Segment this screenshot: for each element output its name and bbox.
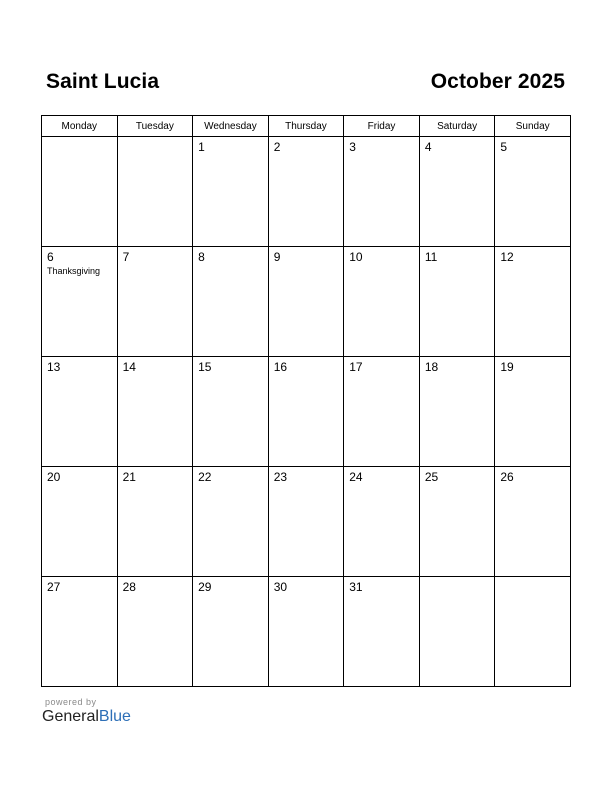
day-cell: [193, 247, 269, 357]
month-year-title: October 2025: [430, 70, 565, 93]
day-number: 2: [273, 140, 281, 154]
day-cell: [419, 467, 495, 577]
day-number: [118, 137, 193, 141]
day-cell: [42, 467, 118, 577]
day-number: 10: [349, 250, 363, 264]
day-number: 31: [349, 580, 363, 594]
day-cell: [193, 357, 269, 467]
brand-name-part2: Blue: [98, 708, 131, 725]
calendar-grid: [41, 115, 571, 687]
generalblue-logo[interactable]: [42, 708, 131, 726]
day-number: 24: [349, 470, 363, 484]
day-cell: [495, 577, 571, 687]
day-cell: [344, 577, 420, 687]
day-cell: [42, 577, 118, 687]
day-cell: [117, 577, 193, 687]
day-number: [42, 137, 117, 141]
day-cell: [117, 467, 193, 577]
day-cell: [419, 247, 495, 357]
day-number: 29: [198, 580, 212, 594]
weekday-header-sunday: Sunday: [495, 116, 571, 137]
day-number: 30: [273, 580, 288, 594]
day-number: 25: [424, 470, 439, 484]
day-number: 14: [122, 360, 136, 374]
day-number: 19: [500, 360, 514, 374]
day-cell: [42, 137, 118, 247]
day-number: 6: [47, 250, 54, 264]
weekday-header-friday: Friday: [344, 116, 420, 137]
day-cell: [419, 137, 495, 247]
day-cell: [193, 467, 269, 577]
day-number: 3: [349, 140, 356, 154]
week-row: [42, 357, 571, 467]
day-number: 11: [424, 250, 438, 264]
day-number: 26: [500, 470, 514, 484]
brand-name-part1: General: [42, 708, 99, 725]
day-cell: [344, 247, 420, 357]
day-number: 9: [273, 250, 281, 264]
day-cell: [268, 577, 344, 687]
day-number: 28: [122, 580, 136, 594]
day-cell: [193, 137, 269, 247]
day-number: 22: [198, 470, 212, 484]
day-number: 1: [198, 140, 205, 154]
day-number: 27: [47, 580, 61, 594]
day-cell: [344, 467, 420, 577]
day-number: 17: [349, 360, 363, 374]
day-cell: [344, 137, 420, 247]
day-cell: [117, 137, 193, 247]
day-number: 12: [500, 250, 514, 264]
day-number: [495, 577, 570, 581]
day-cell: [117, 357, 193, 467]
week-row: [42, 247, 571, 357]
day-cell: [268, 357, 344, 467]
day-cell: [419, 357, 495, 467]
day-cell: [495, 357, 571, 467]
week-row: [42, 577, 571, 687]
weekday-header-wednesday: Wednesday: [193, 116, 269, 137]
day-number: 20: [47, 470, 61, 484]
week-row: [42, 467, 571, 577]
week-row: [42, 137, 571, 247]
day-cell: [495, 247, 571, 357]
powered-by-label: powered by: [45, 697, 97, 707]
day-number: 21: [122, 470, 136, 484]
day-cell: [42, 247, 118, 357]
day-cell: [268, 137, 344, 247]
day-cell: [495, 467, 571, 577]
day-cell: [419, 577, 495, 687]
day-number: [420, 577, 495, 581]
day-number: 13: [47, 360, 61, 374]
weekday-header-tuesday: Tuesday: [117, 116, 193, 137]
day-cell: [344, 357, 420, 467]
day-number: 4: [424, 140, 432, 154]
weekday-header-saturday: Saturday: [419, 116, 495, 137]
day-cell: [268, 247, 344, 357]
day-cell: [193, 577, 269, 687]
day-number: 23: [273, 470, 288, 484]
weekday-header-row: [42, 116, 571, 137]
weekday-header-monday: Monday: [42, 116, 118, 137]
holiday-label: Thanksgiving: [47, 266, 101, 276]
day-number: 8: [198, 250, 205, 264]
day-number: 16: [273, 360, 288, 374]
day-number: 7: [122, 250, 130, 264]
country-title: Saint Lucia: [46, 70, 160, 93]
day-cell: [495, 137, 571, 247]
day-number: 5: [500, 140, 508, 154]
day-number: 18: [424, 360, 439, 374]
weekday-header-thursday: Thursday: [268, 116, 344, 137]
day-cell: [117, 247, 193, 357]
day-number: 15: [198, 360, 212, 374]
day-cell: [42, 357, 118, 467]
day-cell: [268, 467, 344, 577]
